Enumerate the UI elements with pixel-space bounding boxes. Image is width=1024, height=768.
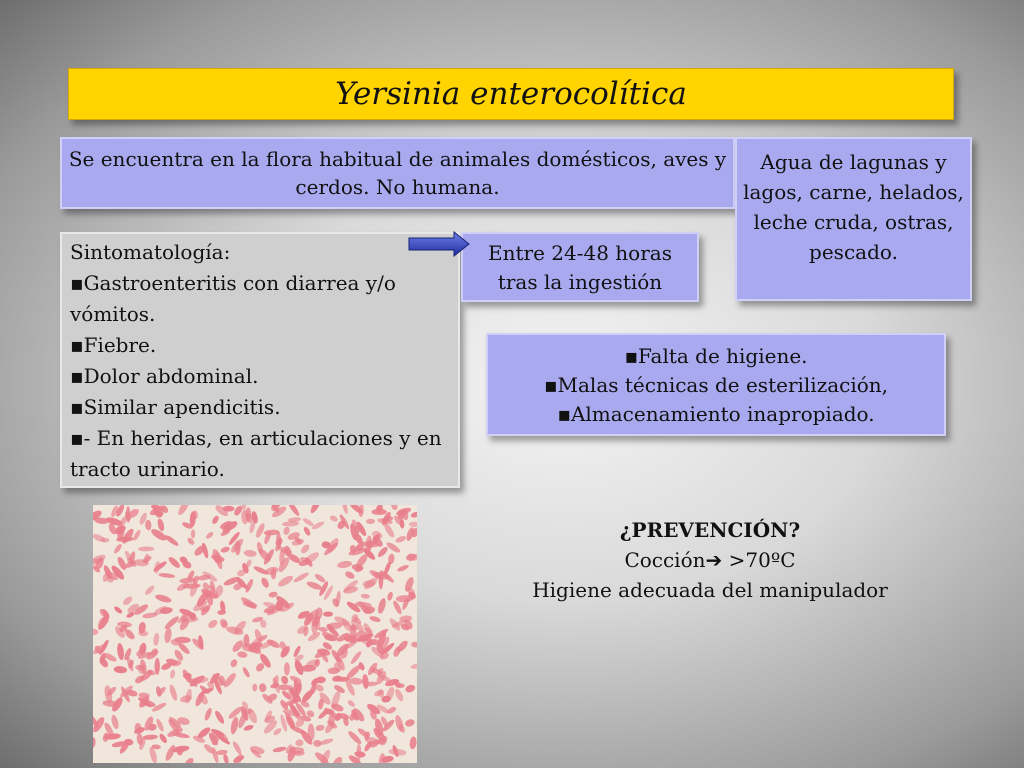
bacterium-mark bbox=[241, 666, 251, 678]
bacterium-mark bbox=[377, 597, 388, 614]
bacterium-mark bbox=[203, 707, 213, 721]
bacterium-mark bbox=[153, 561, 161, 574]
square-bullet-icon: ▪ bbox=[70, 364, 84, 388]
bacterium-mark bbox=[167, 555, 182, 569]
bacterium-mark bbox=[158, 572, 175, 578]
bacterium-mark bbox=[383, 522, 396, 539]
bacterium-mark bbox=[164, 744, 177, 762]
bacterium-mark bbox=[154, 593, 172, 604]
onset-box bbox=[461, 232, 699, 302]
bacterium-mark bbox=[299, 543, 311, 555]
bacterium-mark bbox=[369, 615, 381, 623]
cause-item: ▪Falta de higiene. bbox=[624, 344, 808, 368]
prevention-heading: ¿PREVENCIÓN? bbox=[619, 518, 801, 542]
bacterium-mark bbox=[122, 595, 134, 607]
bacterium-mark bbox=[93, 737, 96, 748]
bacterium-mark bbox=[393, 688, 405, 703]
cooking-label: Cocción bbox=[624, 548, 706, 572]
bacterium-mark bbox=[306, 580, 323, 591]
bacterium-mark bbox=[409, 736, 417, 749]
bacterium-mark bbox=[241, 505, 246, 510]
bacterium-mark bbox=[411, 642, 417, 648]
causes-box bbox=[486, 333, 946, 436]
bacterium-mark bbox=[409, 522, 417, 527]
bacterium-mark bbox=[157, 518, 166, 532]
habitat-box bbox=[60, 137, 735, 209]
symptom-item: ▪- En heridas, en articulaciones y en tracto urinario. bbox=[70, 426, 442, 481]
bacterium-mark bbox=[410, 663, 417, 670]
symptom-item: ▪Fiebre. bbox=[70, 333, 157, 357]
bacterium-mark bbox=[292, 571, 309, 584]
bacterium-mark bbox=[366, 519, 375, 524]
cooking-line bbox=[500, 545, 920, 575]
bacterium-mark bbox=[145, 519, 152, 530]
bacterium-mark bbox=[168, 684, 179, 702]
right-arrow-icon bbox=[408, 231, 470, 257]
bacterium-mark bbox=[390, 505, 398, 511]
bacterium-mark bbox=[113, 666, 127, 674]
square-bullet-icon: ▪ bbox=[70, 333, 84, 357]
bacterium-mark bbox=[323, 611, 333, 617]
bacterium-mark bbox=[329, 514, 339, 522]
onset-text: Entre 24-48 horas tras la ingestión bbox=[488, 241, 672, 294]
hygiene-line: Higiene adecuada del manipulador bbox=[532, 578, 888, 602]
square-bullet-icon: ▪ bbox=[543, 373, 558, 397]
bacterium-mark bbox=[222, 753, 229, 763]
cause-item: ▪Malas técnicas de esterilización, bbox=[543, 373, 889, 397]
bacterium-mark bbox=[337, 560, 353, 569]
bacterium-mark bbox=[158, 733, 168, 745]
bacterium-mark bbox=[188, 581, 199, 598]
bacterium-mark bbox=[229, 658, 238, 668]
bacterium-mark bbox=[149, 527, 168, 543]
bacterium-mark bbox=[93, 628, 99, 636]
slide-title: Yersinia enterocolítica bbox=[335, 76, 687, 112]
bacterium-mark bbox=[213, 709, 225, 724]
sources-box bbox=[735, 137, 972, 301]
bacterium-mark bbox=[223, 506, 235, 512]
symptom-item: ▪Dolor abdominal. bbox=[70, 364, 259, 388]
bacterium-mark bbox=[344, 570, 356, 580]
bacterium-mark bbox=[404, 718, 415, 728]
bacterium-mark bbox=[116, 643, 125, 661]
prevention-section bbox=[500, 515, 920, 605]
bacterium-mark bbox=[376, 545, 389, 558]
bacterium-mark bbox=[205, 531, 215, 540]
symptoms-heading: Sintomatología: bbox=[70, 240, 231, 264]
bacterium-mark bbox=[186, 536, 196, 546]
bacterium-mark bbox=[302, 526, 311, 537]
micrograph-bacteria-image bbox=[93, 505, 417, 763]
bacterium-mark bbox=[243, 724, 254, 732]
bacterium-mark bbox=[395, 535, 407, 544]
title-banner bbox=[68, 68, 954, 120]
bacterium-mark bbox=[354, 751, 366, 759]
bacterium-mark bbox=[155, 718, 165, 733]
symptom-item: ▪Gastroenteritis con diarrea y/o vómitos. bbox=[70, 271, 396, 326]
bacterium-mark bbox=[331, 755, 344, 763]
bacterium-mark bbox=[264, 566, 279, 577]
square-bullet-icon: ▪ bbox=[557, 402, 571, 426]
bacterium-mark bbox=[277, 574, 295, 589]
bacterium-mark bbox=[254, 522, 266, 539]
bacterium-mark bbox=[113, 543, 123, 555]
square-bullet-icon: ▪ bbox=[70, 426, 84, 450]
bacterium-mark bbox=[259, 683, 267, 693]
bacterium-mark bbox=[144, 584, 156, 596]
bacterium-mark bbox=[309, 505, 322, 515]
bacterium-mark bbox=[163, 534, 179, 548]
bacterium-mark bbox=[283, 526, 291, 536]
bacterium-mark bbox=[191, 529, 195, 538]
bacterium-mark bbox=[360, 593, 370, 599]
square-bullet-icon: ▪ bbox=[624, 344, 638, 368]
symptom-item: ▪Similar apendicitis. bbox=[70, 395, 281, 419]
bacterium-mark bbox=[386, 591, 393, 601]
bacterium-mark bbox=[286, 505, 301, 517]
bacterium-mark bbox=[176, 505, 190, 516]
bacterium-mark bbox=[243, 708, 253, 714]
cooking-temperature: >70ºC bbox=[728, 548, 796, 572]
bacterium-mark bbox=[280, 675, 290, 686]
bacterium-mark bbox=[272, 746, 286, 753]
bacterium-mark bbox=[110, 714, 120, 730]
bacterium-mark bbox=[404, 683, 416, 693]
bacterium-mark bbox=[260, 576, 271, 588]
bacterium-mark bbox=[138, 546, 154, 551]
bacterium-mark bbox=[231, 740, 243, 755]
bacterium-mark bbox=[284, 662, 290, 675]
square-bullet-icon: ▪ bbox=[70, 271, 84, 295]
bacterium-mark bbox=[340, 505, 349, 515]
square-bullet-icon: ▪ bbox=[70, 395, 84, 419]
symptoms-box bbox=[60, 232, 460, 488]
bacterium-mark bbox=[220, 546, 231, 554]
bacterium-mark bbox=[362, 674, 369, 689]
bacterium-mark bbox=[169, 669, 175, 679]
habitat-text: Se encuentra en la flora habitual de animales domésticos, aves y cerdos. No humana. bbox=[68, 147, 727, 199]
bacterium-mark bbox=[314, 573, 327, 584]
bacterium-mark bbox=[244, 549, 257, 557]
bacterium-mark bbox=[295, 739, 304, 747]
bacterium-mark bbox=[410, 511, 417, 519]
bacterium-mark bbox=[207, 618, 219, 630]
bacterium-mark bbox=[102, 732, 110, 742]
bacterium-mark bbox=[237, 651, 248, 659]
bacterium-mark bbox=[184, 756, 196, 763]
bacterium-mark bbox=[347, 699, 356, 708]
bacterium-mark bbox=[211, 515, 220, 525]
bacterium-mark bbox=[315, 724, 325, 732]
bacterium-mark bbox=[300, 688, 315, 704]
bacterium-mark bbox=[153, 633, 160, 647]
bacterium-mark bbox=[154, 658, 160, 675]
bacterium-mark bbox=[302, 517, 315, 528]
cause-item: ▪Almacenamiento inapropiado. bbox=[557, 402, 875, 426]
bacterium-mark bbox=[378, 753, 386, 763]
bacterium-mark bbox=[385, 541, 401, 555]
bacterium-mark bbox=[252, 683, 257, 691]
sources-text: Agua de lagunas y lagos, carne, helados, leche cruda, ostras, pescado. bbox=[743, 150, 964, 264]
bacterium-mark bbox=[396, 564, 409, 573]
bacterium-mark bbox=[229, 716, 239, 735]
bacterium-mark bbox=[113, 605, 123, 615]
right-arrow-small-icon: ➔ bbox=[705, 548, 723, 572]
